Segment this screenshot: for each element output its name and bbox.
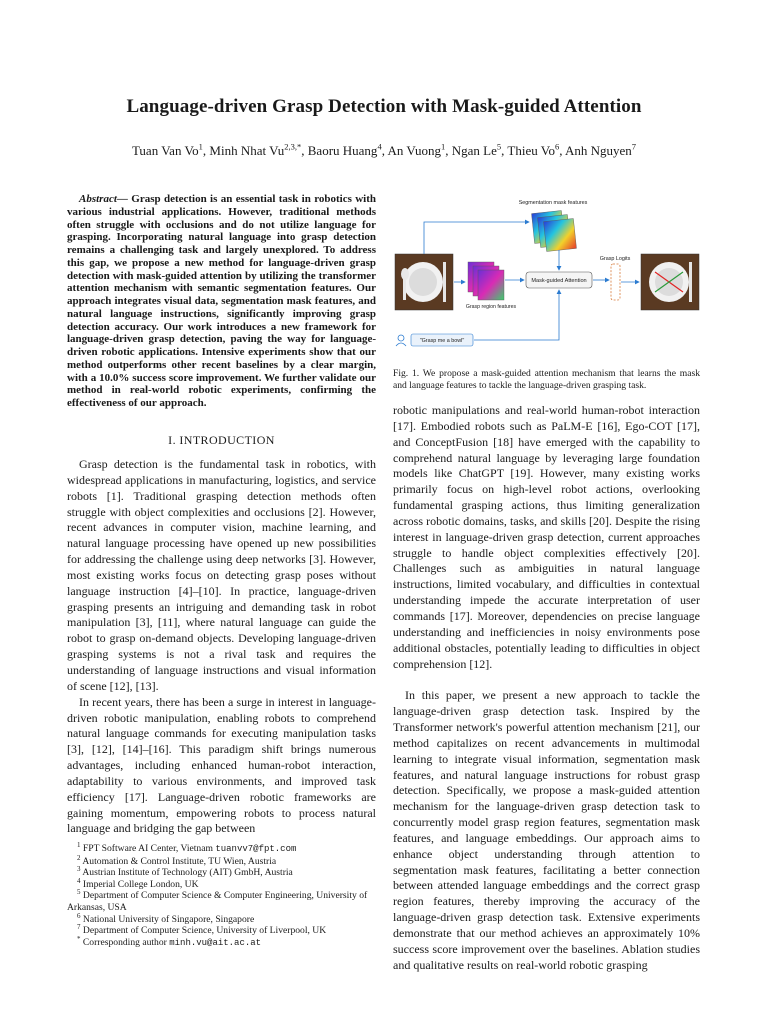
footnote: $^1$ FPT Software AI Center, Vietnam tuanvv7@fpt.com [77, 840, 297, 854]
grasp-region-label: Grasp region features [465, 304, 517, 310]
author: Ngan Le$^5$ [451, 141, 502, 158]
attention-label: Mask-guided Attention [531, 278, 587, 284]
introduction-right [393, 403, 700, 974]
intro-paragraph-2: In recent years, there has been a surge in interest in language-driven robotic manipulation, enabling robots to comprehend natural language commands for executing manipulation tasks [3], [12], [14]–[16]. This paradigm shift brings numerous advantages, including enhanced human-robot interaction, adaptability to various environments, and improved task efficiency [17]. Language-driven robotic frameworks are gaining momentum, empowering robots to process natural language and bridging the gap between [67, 694, 376, 836]
abstract-text: Grasp detection is an essential task in robotics with various industrial applications. However, traditional methods often struggle with occlusions and do not utilize language for grasping. Incorporating natural language into grasp detection remains a challenging task and largely unexplored. To address this gap, we propose a new method for language-driven grasp detection with mask-guided attention by utilizing the transformer attention mechanism with semantic segmentation features. Our approach integrates visual data, segmentation mask features, and natural language instructions, significantly improving grasp detection accuracy. Our work introduces a new framework for language-driven grasp detection, paving the way for language-driven robotic applications. Intensive experiments show that our method outperforms other recent baselines by a clear margin, with a 10.0% success score improvement. We further validate our method in real-world robotic experiments, confirming the effectiveness of our approach. [67, 193, 377, 409]
section-heading: I. INTRODUCTION [168, 433, 275, 447]
introduction-left [67, 457, 376, 837]
paper-title: Language-driven Grasp Detection with Mask-guided Attention [126, 96, 642, 117]
footnote: * Corresponding author minh.vu@ait.ac.at [77, 934, 262, 948]
right-paragraph-2: In this paper, we present a new approach to tackle the language-driven grasp detection task. Inspired by the Transformer network's powerful attention mechanism [21], our method capitalizes on recent advancements in multimodal learning to integrate visual information, segmentation mask features, and natural language instructions for robust grasp detection. Specifically, we propose a mask-guided attention mechanism for the language-driven grasp detection task to concurrently model grasp region features, segmentation mask features, and language embeddings. Our approach aims to enhance object understanding through attention to segmentation mask features, facilitating a better connection between attended language embeddings and the correct grasp region features, thereby improving the accuracy of the language-driven grasp detection task. Extensive experiments demonstrate that our method achieves an approximately 10% success score improvement over the baselines. Ablation studies and qualitative results on real-world robotic grasping [393, 688, 700, 972]
abstract-label: Abstract [79, 193, 117, 205]
footnote: $^2$ Automation & Control Institute, TU Wien, Austria [77, 853, 277, 867]
grasp-logits-vector [611, 264, 620, 300]
segmentation-label: Segmentation mask features [518, 200, 588, 206]
abstract: Abstract— Grasp detection is an essential task in robotics with various industrial applications. However, traditional methods often struggle with occlusions and do not utilize language for grasping. Incorporating natural language into grasp detection remains a challenging task and largely unexplored. To address this gap, we propose a new method for language-driven grasp detection with mask-guided attention by utilizing the transformer attention mechanism with semantic segmentation features. Our approach integrates visual data, segmentation mask features, and natural language instructions, significantly improving grasp detection accuracy. Our work introduces a new framework for language-driven grasp detection, paving the way for language-driven robotic applications. Intensive experiments show that our method outperforms other recent baselines by a clear margin, with a 10.0% success score improvement. We further validate our method in real-world robotic experiments, confirming the effectiveness of our approach. [67, 193, 377, 409]
grasp-logits-label: Grasp Logits [599, 256, 631, 262]
footnote: $^5$ Department of Computer Science & Computer Engineering, University of Arkansas, USA [67, 888, 368, 913]
right-paragraph-1: robotic manipulations and real-world human-robot interaction [17]. Embodied robots such as PaLM-E [16], Ego-COT [17], and ConceptFusion [18] have emerged with the capability to comprehend natural language by leveraging large foundation models like ChatGPT [19]. However, many existing works primarily focus on high-level robot actions, overlooking fundamental grasping actions, thus limiting generalization across robotic domains, tasks, and skills [20]. Despite the rising interest in language-driven grasp detection, current approaches struggle to handle object complexities effectively [20]. Challenges such as ambiguities in natural language instructions, limited vocabulary, and difficulties in contextual understanding impede the accurate interpretation of user commands [17]. Moreover, dependencies on precise language understanding and inefficiencies in noisy environments pose additional obstacles, potentially leading to difficulties in object comprehension [12]. [393, 403, 700, 671]
footnotes [67, 840, 376, 949]
author: Baoru Huang$^4$ [307, 141, 382, 158]
segmentation-mask-stack [532, 211, 577, 252]
prompt-text: "Grasp me a bowl" [419, 338, 465, 344]
figure-1 [393, 192, 703, 362]
author: Thieu Vo$^6$ [507, 141, 560, 158]
author: Anh Nguyen$^7$ [565, 141, 637, 158]
author: Tuan Van Vo$^1$ [131, 141, 203, 158]
author-list: Tuan Van Vo$^1$, Minh Nhat $Vu^{2,3,*}$, Baoru Huang$^4$, An Vuong$^1$, Ngan Le$^5$, Thieu Vo$^6$, Anh Nguyen$^7$ [131, 141, 637, 158]
author: An Vuong$^1$ [387, 141, 446, 158]
footnote: $^6$ National University of Singapore, Singapore [77, 911, 255, 925]
author: Minh Nhat $Vu^{2,3,*}$ [209, 141, 302, 158]
user-icon [396, 335, 406, 346]
grasp-region-stack [468, 262, 504, 300]
footnote: $^4$ Imperial College London, UK [77, 876, 199, 890]
output-image [641, 254, 699, 310]
input-image [395, 254, 453, 310]
footnote: $^7$ Department of Computer Science, University of Liverpool, UK [77, 922, 327, 937]
footnote: $^3$ Austrian Institute of Technology (AIT) GmbH, Austria [77, 865, 293, 879]
intro-paragraph-1: Grasp detection is the fundamental task in robotics, with widespread applications in manufacturing, logistics, and service robots [1]. Traditional grasping detection methods often struggle with object complexities and occlusions [2]. However, recent advances in computer vision, machine learning, and natural language processing have opened up new possibilities for addressing the challenge using deep networks [3]. However, most existing works focus on detecting grasp poses without language instruction [4]–[10]. In practice, language-driven grasping presents an intriguing and demanding task in robot manipulation [3], [11], where natural language can guide the robot to grasp on-demand objects. Developing language-driven grasping systems is not a rival task and requires the understanding of language instructions and visual information of scene [12], [13]. [67, 457, 376, 693]
figure-caption: Fig. 1. We propose a mask-guided attention mechanism that learns the mask and language features to tackle the language-driven grasping task. [393, 368, 700, 391]
